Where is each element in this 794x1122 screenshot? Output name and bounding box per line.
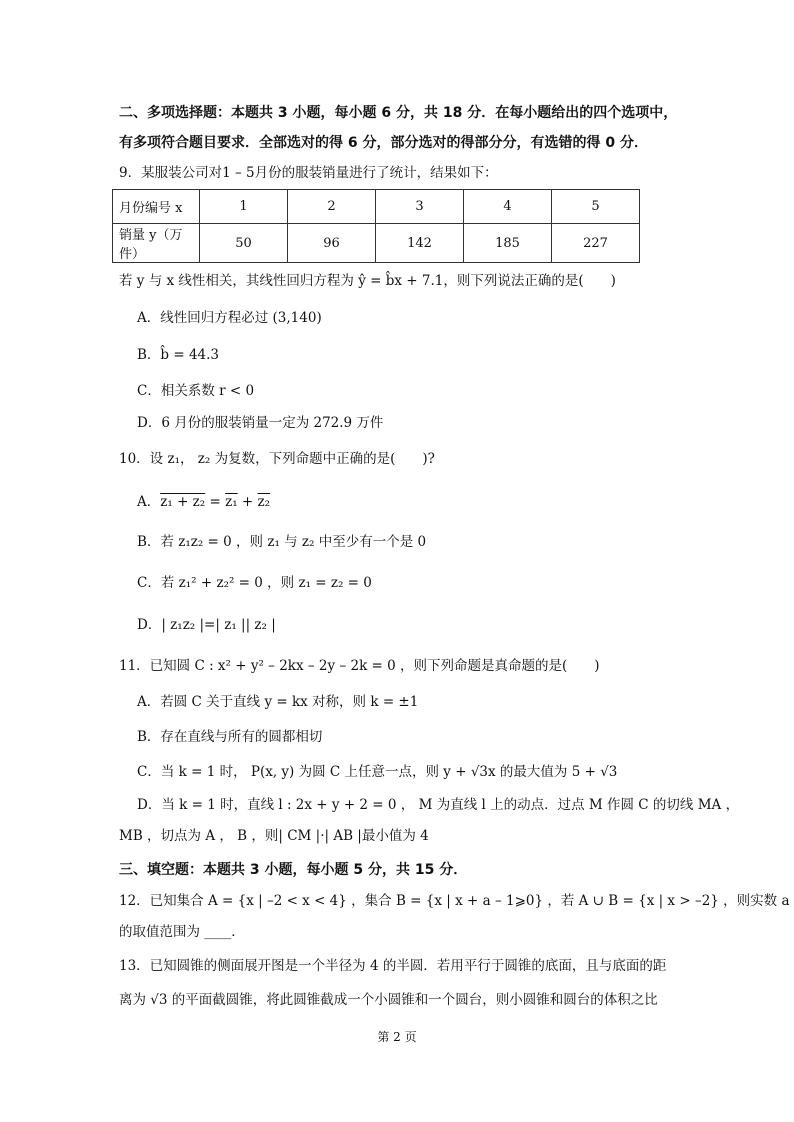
- question-10-option-c: C．若 z₁² + z₂² = 0 ，则 z₁ = z₂ = 0: [137, 575, 372, 591]
- section2-heading-line1: 二、多项选择题：本题共 3 小题，每小题 6 分，共 18 分．在每小题给出的四个选项中，: [119, 105, 678, 121]
- table-cell: 227: [552, 224, 640, 263]
- question-9-condition: 若 y 与 x 线性相关，其线性回归方程为 ŷ = b̂x + 7.1，则下列说法正确的是( ): [119, 273, 616, 289]
- table-cell: 2: [288, 190, 376, 224]
- conjugate-z1: z₁: [225, 494, 238, 510]
- table-cell: 185: [464, 224, 552, 263]
- table-cell: 4: [464, 190, 552, 224]
- section2-heading-line2: 有多项符合题目要求．全部选对的得 6 分，部分选对的得部分分，有选错的得 0 分．: [119, 135, 648, 151]
- question-11-stem: 11．已知圆 C : x² + y² – 2kx – 2y – 2k = 0 ，则下列命题是真命题的是( ): [119, 658, 600, 674]
- sales-table: [112, 189, 640, 263]
- table-header-sales: 销量 y（万件）: [113, 224, 200, 263]
- conjugate-z2: z₂: [257, 494, 271, 510]
- question-11-option-a: A．若圆 C 关于直线 y = kx 对称，则 k = ±1: [137, 694, 419, 710]
- question-11-option-c: C．当 k = 1 时， P(x, y) 为圆 C 上任意一点，则 y + √3x 的最大值为 5 + √3: [137, 764, 618, 780]
- question-9-option-d: D．6 月份的服装销量一定为 272.9 万件: [137, 415, 384, 431]
- table-header-month: 月份编号 x: [113, 190, 200, 224]
- table-cell: 3: [376, 190, 464, 224]
- conjugate-sum: z₁ + z₂: [160, 494, 206, 510]
- question-11-option-b: B．存在直线与所有的圆都相切: [137, 729, 323, 745]
- table-cell: 96: [288, 224, 376, 263]
- question-9-option-a: A．线性回归方程必过 (3,140): [137, 310, 322, 326]
- table-row: [113, 190, 640, 224]
- equals-sign: =: [205, 494, 226, 510]
- question-9-option-c: C．相关系数 r < 0: [137, 383, 255, 399]
- table-row: [113, 224, 640, 263]
- question-10-stem: 10．设 z₁， z₂ 为复数，下列命题中正确的是( )?: [119, 451, 435, 467]
- question-10-option-b: B．若 z₁z₂ = 0 ，则 z₁ 与 z₂ 中至少有一个是 0: [137, 534, 427, 550]
- section3-heading: 三、填空题：本题共 3 小题，每小题 5 分，共 15 分．: [119, 862, 468, 878]
- table-cell: 1: [200, 190, 288, 224]
- question-13-line2: 离为 √3 的平面截圆锥，将此圆锥截成一个小圆锥和一个圆台，则小圆锥和圆台的体积之比: [119, 992, 658, 1008]
- question-13-line1: 13．已知圆锥的侧面展开图是一个半径为 4 的半圆．若用平行于圆锥的底面，且与底面的距: [119, 958, 667, 974]
- table-cell: 142: [376, 224, 464, 263]
- question-10-option-a: [137, 492, 270, 512]
- question-12-line2: 的取值范围为 ____．: [119, 924, 245, 940]
- question-11-option-d-line1: D．当 k = 1 时，直线 l : 2x + y + 2 = 0 ， M 为直线 l 上的动点．过点 M 作圆 C 的切线 MA ，: [137, 797, 740, 813]
- question-10-option-d: D．| z₁z₂ |=| z₁ || z₂ |: [137, 617, 276, 633]
- table-cell: 50: [200, 224, 288, 263]
- question-12-line1: 12．已知集合 A = {x | –2 < x < 4} ，集合 B = {x | x + a – 1⩾0} ，若 A ∪ B = {x | x > –2} ，则实数 a: [119, 893, 790, 909]
- option-a-prefix: A．: [137, 494, 161, 510]
- page-number: 第 2 页: [377, 1030, 417, 1044]
- table-cell: 5: [552, 190, 640, 224]
- plus-sign: +: [237, 494, 258, 510]
- question-9-stem: 9．某服装公司对1 – 5月份的服装销量进行了统计，结果如下：: [119, 165, 498, 181]
- question-11-option-d-line2: MB ，切点为 A ， B ，则| CM |·| AB |最小值为 4: [119, 828, 429, 844]
- question-9-option-b: B．b̂ = 44.3: [137, 347, 220, 363]
